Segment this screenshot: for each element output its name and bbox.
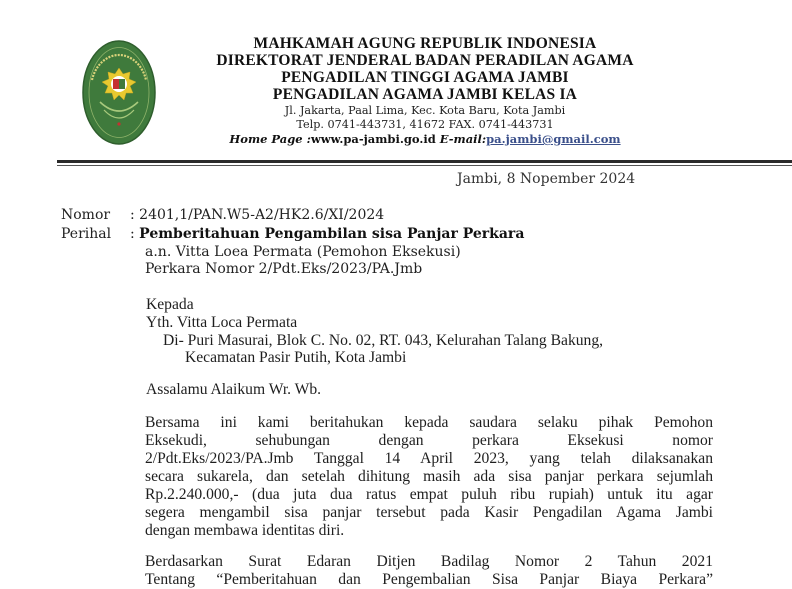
letterhead-line-3: PENGADILAN TINGGI AGAMA JAMBI bbox=[281, 69, 569, 86]
paragraph-2-line: Tentang “Pemberitahuan dan Pengembalian Sisa Panjar Biaya Perkara” bbox=[145, 571, 713, 588]
letterhead-line-4: PENGADILAN AGAMA JAMBI KELAS IA bbox=[272, 86, 578, 103]
perihal-sub-2: Perkara Nomor 2/Pdt.Eks/2023/PA.Jmb bbox=[145, 261, 423, 277]
paragraph-1-line: Eksekudi, sehubungan dengan perkara Eksekusi nomor bbox=[145, 432, 713, 449]
letterhead-web bbox=[200, 132, 650, 146]
letter-date: Jambi, 8 Nopember 2024 bbox=[457, 171, 636, 187]
letterhead-line-2: DIREKTORAT JENDERAL BADAN PERADILAN AGAMA bbox=[216, 52, 634, 69]
court-emblem-logo bbox=[82, 40, 156, 145]
paragraph-1-line: secara sukarela, dan setelah dihitung masih ada sisa panjar perkara sejumlah bbox=[145, 468, 713, 485]
perihal-value: : Pemberitahuan Pengambilan sisa Panjar Perkara bbox=[130, 226, 525, 242]
perihal-label: Perihal bbox=[61, 226, 112, 242]
perihal-sub-1: a.n. Vitta Loea Permata (Pemohon Eksekusi) bbox=[145, 244, 461, 260]
nomor-label: Nomor bbox=[61, 207, 111, 223]
letterhead-phone: Telp. 0741-443731, 41672 FAX. 0741-443731 bbox=[296, 118, 554, 131]
letterhead-separator-thick bbox=[57, 160, 792, 163]
paragraph-1-line: segera mengambil sisa panjar tersebut pada Kasir Pengadilan Agama Jambi bbox=[145, 504, 713, 521]
letterhead-line-1: MAHKAMAH AGUNG REPUBLIK INDONESIA bbox=[253, 35, 597, 52]
paragraph-1-line: Bersama ini kami beritahukan kepada saudara selaku pihak Pemohon bbox=[145, 414, 713, 431]
paragraph-1-last-line: dengan membawa identitas diri. bbox=[145, 522, 345, 539]
paragraph-1-line: Rp.2.240.000,- (dua juta dua ratus empat puluh ribu rupiah) untuk itu agar bbox=[145, 486, 713, 503]
recipient-address-1: Di- Puri Masurai, Blok C. No. 02, RT. 043, Kelurahan Talang Bakung, bbox=[163, 332, 604, 349]
homepage-label: Home Page : bbox=[229, 132, 311, 146]
nomor-value: : 2401,1/PAN.W5-A2/HK2.6/XI/2024 bbox=[130, 207, 385, 223]
perihal-subject: Pemberitahuan Pengambilan sisa Panjar Perkara bbox=[139, 226, 525, 242]
greeting: Assalamu Alaikum Wr. Wb. bbox=[146, 381, 322, 398]
recipient-name: Yth. Vitta Loca Permata bbox=[146, 314, 298, 331]
homepage-link[interactable]: www.pa-jambi.go.id bbox=[310, 132, 436, 146]
email-link[interactable]: pa.jambi@gmail.com bbox=[486, 132, 621, 146]
letterhead-separator-thin bbox=[57, 165, 792, 166]
email-label: E-mail: bbox=[439, 132, 487, 146]
paragraph-1-line: 2/Pdt.Eks/2023/PA.Jmb Tanggal 14 April 2023, yang telah dilaksanakan bbox=[145, 450, 713, 467]
paragraph-2-line: Berdasarkan Surat Edaran Ditjen Badilag Nomor 2 Tahun 2021 bbox=[145, 553, 713, 570]
recipient-address-2: Kecamatan Pasir Putih, Kota Jambi bbox=[185, 349, 407, 366]
letterhead-address: Jl. Jakarta, Paal Lima, Kec. Kota Baru, Kota Jambi bbox=[284, 104, 566, 117]
recipient-kepada: Kepada bbox=[146, 296, 194, 313]
